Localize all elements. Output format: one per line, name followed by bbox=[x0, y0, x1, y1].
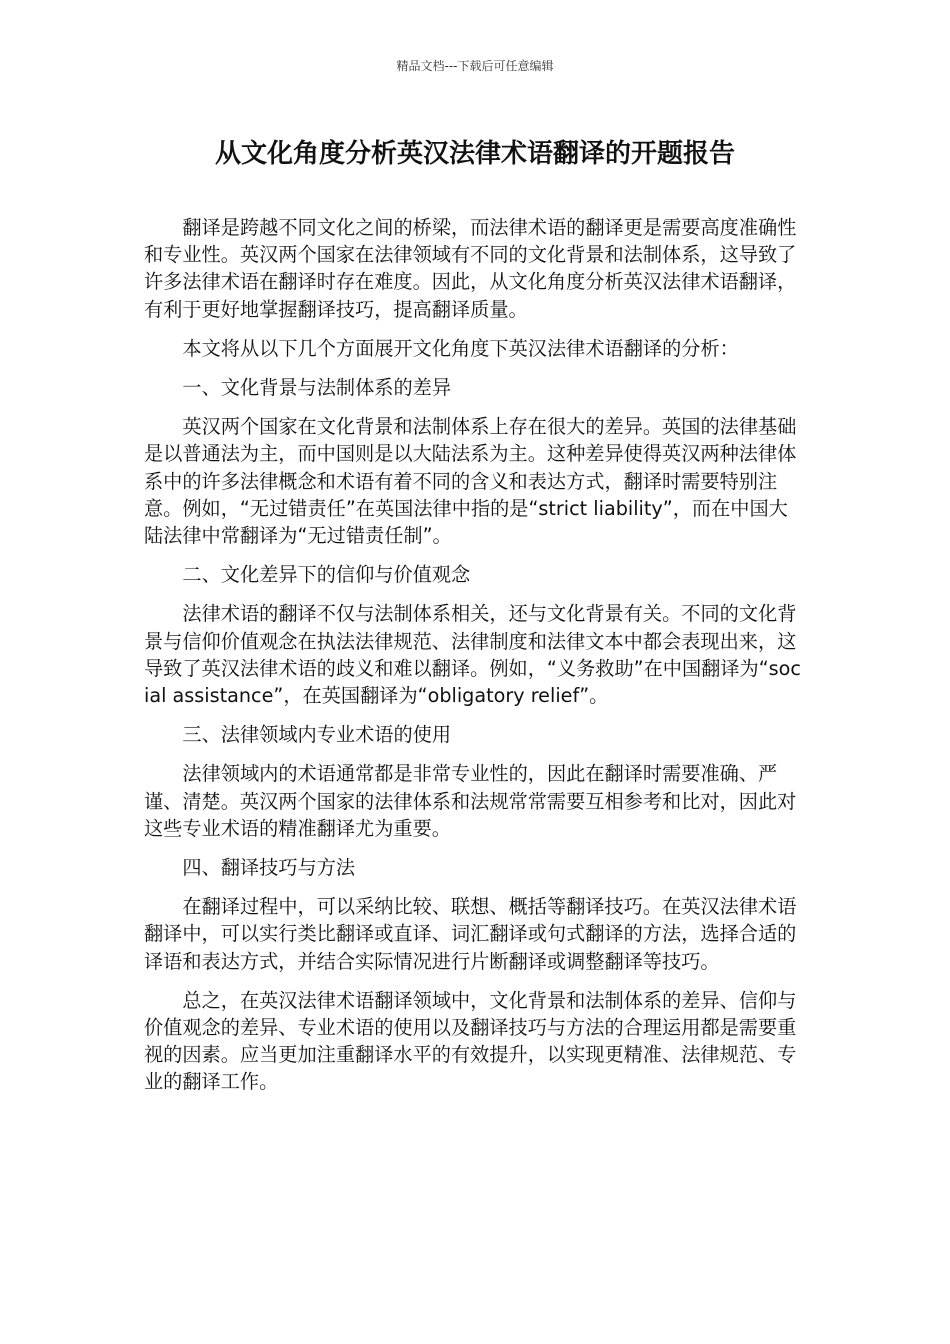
section-heading-1: 一、文化背景与法制体系的差异 bbox=[182, 376, 452, 400]
header-note: 精品文档---下载后可任意编辑 bbox=[396, 59, 554, 73]
document-body bbox=[144, 214, 804, 1108]
paragraph-section-4: 在翻译过程中，可以采纳比较、联想、概括等翻译技巧。在英汉法律术语翻译中，可以实行类比翻译或直译、词汇翻译或句式翻译的方法，选择合适的译语和表达方式，并结合实际情况进行片断翻译或调整翻译等技巧。 bbox=[144, 895, 797, 973]
section-heading-3: 三、法律领域内专业术语的使用 bbox=[182, 723, 452, 747]
paragraph-outline: 本文将从以下几个方面展开文化角度下英汉法律术语翻译的分析： bbox=[182, 336, 739, 360]
paragraph-intro: 翻译是跨越不同文化之间的桥梁，而法律术语的翻译更是需要高度准确性和专业性。英汉两个国家在法律领域有不同的文化背景和法制体系，这导致了许多法律术语在翻译时存在难度。因此，从文化角度分析英汉法律术语翻译，有利于更好地掌握翻译技巧，提高翻译质量。 bbox=[144, 216, 797, 321]
page-title: 从文化角度分析英汉法律术语翻译的开题报告 bbox=[214, 139, 735, 169]
paragraph-section-1: 英汉两个国家在文化背景和法制体系上存在很大的差异。英国的法律基础是以普通法为主，而中国则是以大陆法系为主。这种差异使得英汉两种法律体系中的许多法律概念和术语有着不同的含义和表达方式，翻译时需要特别注意。例如，“无过错责任”在英国法律中指的是“strict liability”，而在中国大陆法律中常翻译为“无过错责任制”。 bbox=[144, 415, 797, 548]
section-heading-2: 二、文化差异下的信仰与价值观念 bbox=[182, 563, 471, 587]
paragraph-conclusion: 总之，在英汉法律术语翻译领域中，文化背景和法制体系的差异、信仰与价值观念的差异、专业术语的使用以及翻译技巧与方法的合理运用都是需要重视的因素。应当更加注重翻译水平的有效提升，以实现更精准、法律规范、专业的翻译工作。 bbox=[144, 988, 797, 1094]
paragraph-section-2: 法律术语的翻译不仅与法制体系相关，还与文化背景有关。不同的文化背景与信仰价值观念在执法法律规范、法律制度和法律文本中都会表现出来，这导致了英汉法律术语的歧义和难以翻译。例如，“义务救助”在中国翻译为“social assistance”，在英国翻译为“obligatory relief”。 bbox=[144, 602, 801, 708]
paragraph-section-3: 法律领域内的术语通常都是非常专业性的，因此在翻译时需要准确、严谨、清楚。英汉两个国家的法律体系和法规常常需要互相参考和比对，因此对这些专业术语的精准翻译尤为重要。 bbox=[144, 762, 797, 840]
section-heading-4: 四、翻译技巧与方法 bbox=[182, 856, 356, 880]
